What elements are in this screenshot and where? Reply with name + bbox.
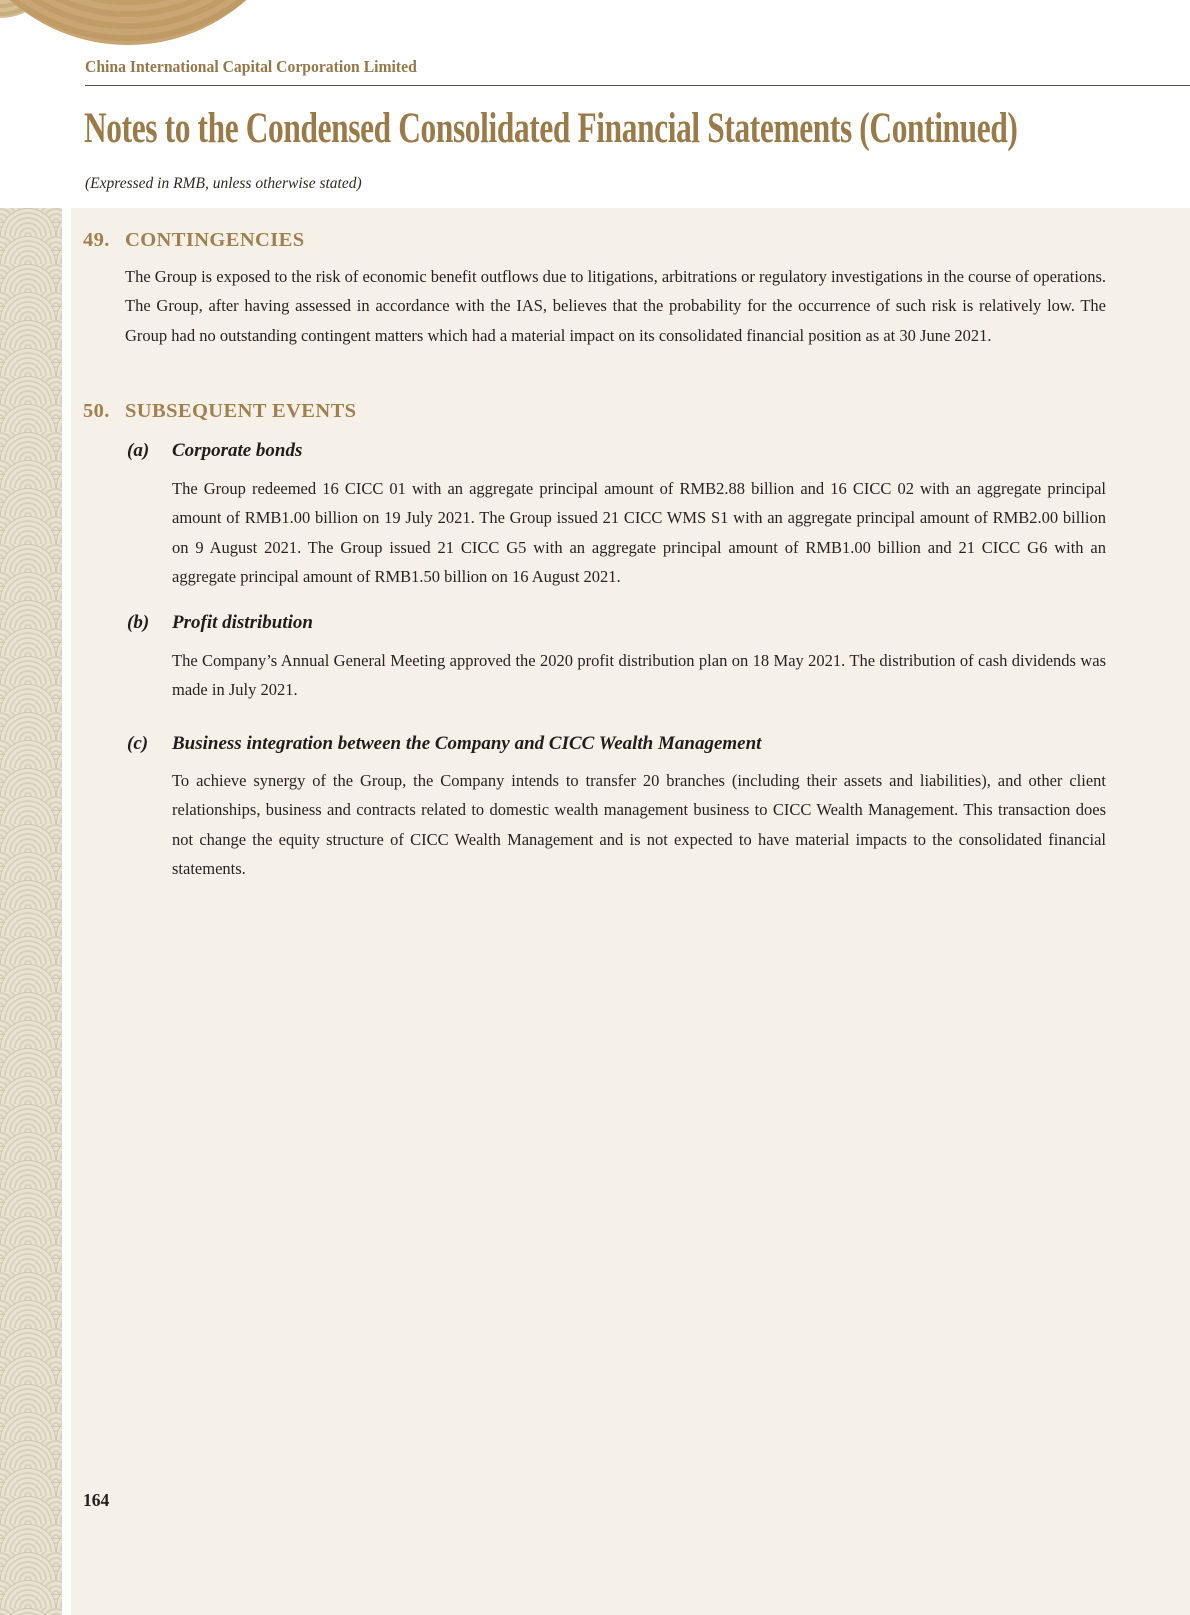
- subsection-a-paragraph: The Group redeemed 16 CICC 01 with an aggregate principal amount of RMB2.88 billion and 16 CICC 02 with an aggregate principal amount of RMB1.00 billion on 19 July 2021. The Group issued 21 CICC WMS S1 with an aggregate principal amount of RMB2.00 billion on 9 August 2021. The Group issued 21 CICC G5 with an aggregate principal amount of RMB1.00 billion and 21 CICC G6 with an aggregate principal amount of RMB1.50 billion on 16 August 2021.: [172, 479, 1106, 587]
- decorative-gold-circle: [0, 0, 306, 45]
- subsection-label: (c): [127, 733, 149, 754]
- section-title: SUBSEQUENT EVENTS: [125, 400, 357, 422]
- company-name: China International Capital Corporation Limited: [85, 57, 417, 76]
- subsection-c-heading: [127, 733, 761, 755]
- section-title: CONTINGENCIES: [125, 229, 305, 251]
- subsection-a-heading: [127, 440, 302, 462]
- subsection-label: (b): [127, 612, 150, 633]
- section-number: 50.: [83, 400, 110, 422]
- subsection-title: Profit distribution: [172, 612, 313, 633]
- section-50-heading: [83, 400, 356, 423]
- page-number: 164: [83, 1490, 110, 1510]
- currency-note: (Expressed in RMB, unless otherwise stated): [85, 175, 362, 192]
- subsection-b-paragraph: The Company’s Annual General Meeting approved the 2020 profit distribution plan on 18 May 2021. The distribution of cash dividends was made in July 2021.: [172, 651, 1106, 700]
- section-49-paragraph: The Group is exposed to the risk of economic benefit outflows due to litigations, arbitrations or regulatory investigations in the course of operations. The Group, after having assessed in accordance with the IAS, believes that the probability for the occurrence of such risk is relatively low. The Group had no outstanding contingent matters which had a material impact on its consolidated financial position as at 30 June 2021.: [125, 267, 1106, 345]
- subsection-label: (a): [127, 440, 150, 461]
- subsection-title: Corporate bonds: [172, 440, 303, 461]
- section-49-heading: [83, 229, 305, 252]
- section-number: 49.: [83, 229, 110, 251]
- header-rule: [85, 85, 1190, 86]
- subsection-title: Business integration between the Company and CICC Wealth Management: [172, 733, 762, 754]
- wave-pattern-band: [0, 208, 62, 1615]
- subsection-c-paragraph: To achieve synergy of the Group, the Company intends to transfer 20 branches (including their assets and liabilities), and other client relationships, business and contracts related to domestic wealth management business to CICC Wealth Management. This transaction does not change the equity structure of CICC Wealth Management and is not expected to have material impacts to the consolidated financial statements.: [172, 771, 1106, 879]
- subsection-b-heading: [127, 612, 313, 634]
- page-title: Notes to the Condensed Consolidated Financial Statements (Continued): [84, 105, 1018, 152]
